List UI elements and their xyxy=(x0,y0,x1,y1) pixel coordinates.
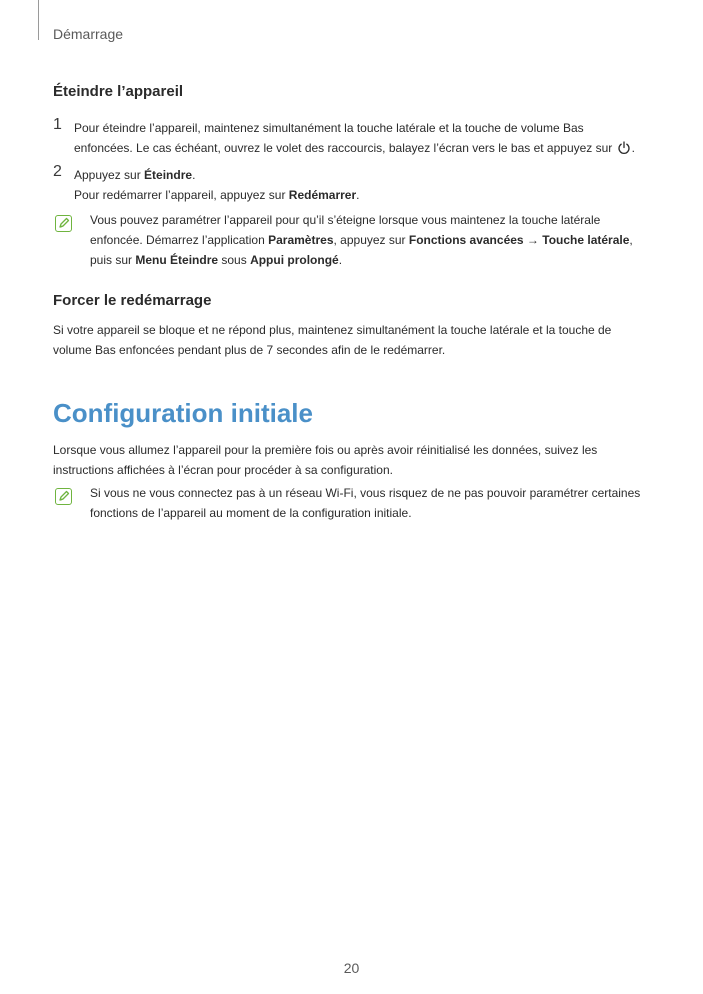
step-2-l1-a: Appuyez sur xyxy=(74,168,145,182)
step-number-2: 2 xyxy=(53,163,62,180)
note-1-line-3 xyxy=(90,250,675,270)
section-title-eteindre: Éteindre l’appareil xyxy=(53,83,184,100)
note-1-line-2 xyxy=(90,230,675,250)
step-1-text xyxy=(74,118,674,158)
note-1-l2-g: , xyxy=(629,233,633,247)
note-1-l2-f: Touche latérale xyxy=(542,233,630,247)
power-icon xyxy=(617,141,631,155)
step-2-l2-a: Pour redémarrer l’appareil, appuyez sur xyxy=(74,188,289,202)
note-1-l2-a: enfoncée. Démarrez l’application xyxy=(90,233,269,247)
note-1-l2-c: , appuyez sur xyxy=(333,233,409,247)
header-rule xyxy=(38,0,39,40)
note-1-l3-e: . xyxy=(338,253,343,267)
note-1-l3-d: Appui prolongé xyxy=(250,253,339,267)
config-line-2: instructions affichées à l’écran pour procéder à sa configuration. xyxy=(53,463,393,477)
config-line-1: Lorsque vous allumez l’appareil pour la première fois ou après avoir réinitialisé les données, suivez les xyxy=(53,443,598,457)
chapter-title-configuration: Configuration initiale xyxy=(53,398,313,428)
step-2-line-2 xyxy=(74,185,674,205)
step-1-line-1: Pour éteindre l’appareil, maintenez simultanément la touche latérale et la touche de volume Bas xyxy=(74,121,584,135)
step-number-1: 1 xyxy=(53,116,62,133)
step-1-line-2-end: . xyxy=(631,141,635,155)
page-number: 20 xyxy=(343,960,360,976)
step-2-l2-bold: Redémarrer xyxy=(288,188,357,202)
note-1-l2-d: Fonctions avancées xyxy=(408,233,524,247)
note-1-l3-b: Menu Éteindre xyxy=(135,253,219,267)
note-pencil-icon xyxy=(55,488,72,505)
step-1-line-2-text: enfoncées. Le cas échéant, ouvrez le volet des raccourcis, balayez l’écran vers le bas et appuyez sur xyxy=(74,141,613,155)
step-2-l1-c: . xyxy=(192,168,196,182)
step-2-text xyxy=(74,165,674,205)
step-2-l1-bold: Éteindre xyxy=(144,168,193,182)
note-2-text xyxy=(90,483,690,523)
note-1-l2-e: → xyxy=(523,233,543,247)
step-1-line-2 xyxy=(74,138,674,158)
note-1-text xyxy=(90,210,675,270)
step-2-line-1 xyxy=(74,165,674,185)
note-1-l3-a: puis sur xyxy=(90,253,136,267)
section-title-forcer: Forcer le redémarrage xyxy=(53,292,212,309)
note-2-line-2: fonctions de l’appareil au moment de la configuration initiale. xyxy=(90,506,412,520)
running-header: Démarrage xyxy=(53,26,124,42)
step-2-l2-c: . xyxy=(356,188,360,202)
config-paragraph xyxy=(53,440,673,480)
note-1-l3-c: sous xyxy=(218,253,251,267)
note-1-l2-b: Paramètres xyxy=(268,233,334,247)
note-1-line-1: Vous pouvez paramétrer l’appareil pour qu’il s’éteigne lorsque vous maintenez la touche latérale xyxy=(90,213,601,227)
forcer-paragraph xyxy=(53,320,673,360)
forcer-line-1: Si votre appareil se bloque et ne répond plus, maintenez simultanément la touche latérale et la touche de xyxy=(53,323,612,337)
note-pencil-icon xyxy=(55,215,72,232)
note-2-line-1: Si vous ne vous connectez pas à un réseau Wi-Fi, vous risquez de ne pas pouvoir paramétrer certaines xyxy=(90,486,641,500)
forcer-line-2: volume Bas enfoncées pendant plus de 7 secondes afin de le redémarrer. xyxy=(53,343,446,357)
